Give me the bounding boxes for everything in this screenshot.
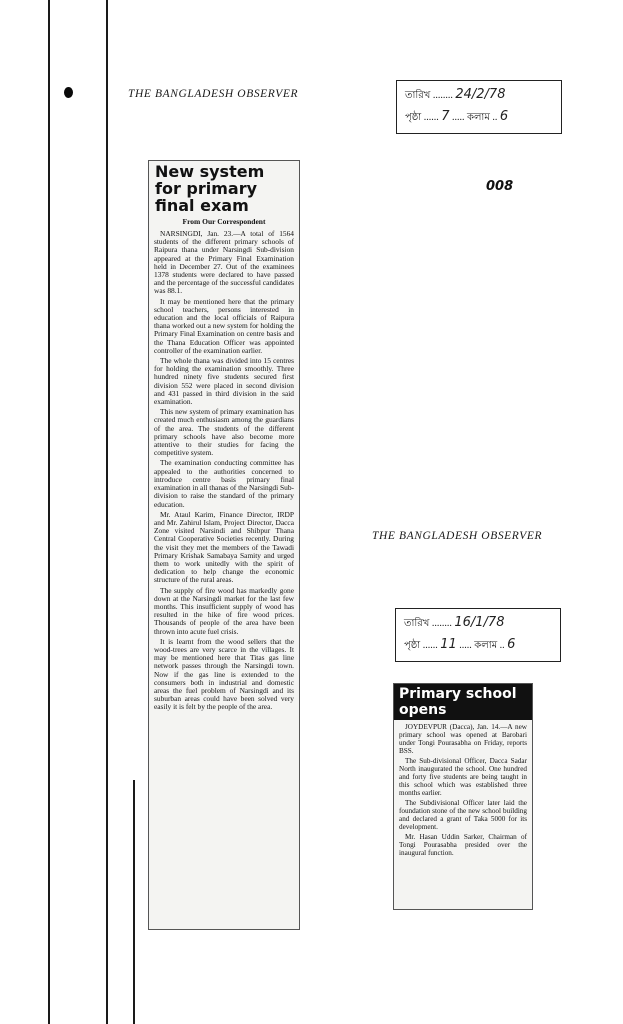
paragraph: NARSINGDI, Jan. 23.—A total of 1564 students of the different primary schools of Raipura thana under Narsingdi Sub-division appeared at the Primary Final Examination held in December 27. Out of the examinees 1378 students were declared to have passed and the percentage of the successful candidates was 88.1. — [154, 229, 294, 296]
paragraph: The Subdivisional Officer later laid the foundation stone of the new school building and declared a grant of Taka 5000 for its development. — [399, 799, 527, 831]
paragraph: The whole thana was divided into 15 centres for holding the examination smoothly. Three hundred ninety five students secured first division 552 were placed in second division and 431 passed in third division in the said examination. — [154, 356, 294, 407]
paragraph: It may be mentioned here that the primary school teachers, persons interested in education and the local officials of Raipura thana worked out a new system for holding the Primary Final Examination on centre basis and the Thana Education Officer was appointed controller of the examination earlier. — [154, 296, 294, 355]
clipping-primary-school — [393, 683, 533, 910]
stamp-date-value: 24/2/78 — [455, 87, 506, 102]
headline-primary-school: Primary school opens — [394, 684, 532, 720]
stamp-date-value: 16/1/78 — [454, 615, 505, 630]
margin-line-bottom — [133, 780, 135, 1024]
headline-new-system: New system for primary final exam — [155, 162, 265, 215]
paragraph: This new system of primary examination has created much enthusiasm among the guardians of the area. The students of the different primary schools have also become more attentive to their studies for facing the competitive system. — [154, 407, 294, 458]
stamp-page-value: 7 — [441, 109, 450, 124]
stamp-column-label: কলাম — [474, 640, 498, 651]
binding-line-right — [106, 0, 108, 1024]
article-body — [149, 230, 299, 712]
paragraph: The Sub-divisional Officer, Dacca Sadar North inaugurated the school. One hundred and forty five students are being taught in this school which was established three months earlier. — [399, 757, 527, 797]
stamp-page-label: পৃষ্ঠা — [405, 112, 422, 123]
stamp-page-value: 11 — [440, 637, 457, 652]
stamp-column-value: 6 — [499, 109, 509, 124]
stamp-page-label: পৃষ্ঠা — [404, 640, 421, 651]
binding-line-left — [48, 0, 50, 1024]
paragraph: Mr. Ataul Karim, Finance Director, IRDP and Mr. Zahirul Islam, Project Director, Dacca Zone visited Narsindi and Shibpur Thana Central Cooperative Societies recently. During the visit they met the members of the Tawadi Primary Krishak Samabaya Samity and urged them to work unitedly with the spirit of dedication to help change the economic structure of the rural areas. — [154, 509, 294, 585]
stamp-column-value: 6 — [507, 637, 516, 652]
newspaper-name-top: THE BANGLADESH OBSERVER — [128, 88, 299, 100]
punch-hole — [64, 87, 73, 98]
paragraph: Mr. Hasan Uddin Sarker, Chairman of Tongi Pourasabha presided over the inaugural function. — [399, 833, 527, 857]
date-stamp-bottom: তারিখ ........ 16/1/78 পৃষ্ঠা ...... 11 ..... কলাম .. 6 — [395, 608, 561, 662]
byline: From Our Correspondent — [182, 217, 266, 226]
date-stamp-top: তারিখ ........ 24/2/78 পৃষ্ঠা ...... 7 ..... কলাম .. 6 — [396, 80, 562, 134]
paragraph: The examination conducting committee has appealed to the authorities concerned to introduce centre basis primary final examination in all thanas of the Narsingdi Sub-division to raise the standard of the primary education. — [154, 458, 294, 509]
reference-number: 008 — [486, 179, 514, 194]
paragraph: The supply of fire wood has markedly gone down at the Narsingdi market for the last few months. This insufficient supply of wood has resulted in the hike of fire wood prices. Thousands of people of the area have been thrown into acute fuel crisis. — [154, 585, 294, 636]
stamp-column-label: কলাম — [466, 112, 490, 123]
stamp-date-label: তারিখ — [405, 90, 431, 101]
paragraph: JOYDEVPUR (Dacca), Jan. 14.—A new primary school was opened at Barobari under Tongi Pourasabha on Friday, reports BSS. — [399, 723, 527, 755]
newspaper-name-bottom: THE BANGLADESH OBSERVER — [372, 530, 543, 542]
clipping-new-system — [148, 160, 300, 930]
paragraph: It is learnt from the wood sellers that the wood-trees are very scarce in the villages. It may be mentioned here that Titas gas line network passes through the Narsingdi town. Now if the gas line is extended to the consumers both in industrial and domestic areas the fuel problem of Narsingdi and its suburban areas could have been solved very easily it is felt by the people of the area. — [154, 636, 294, 712]
article-body — [394, 720, 532, 857]
stamp-date-label: তারিখ — [404, 618, 430, 629]
